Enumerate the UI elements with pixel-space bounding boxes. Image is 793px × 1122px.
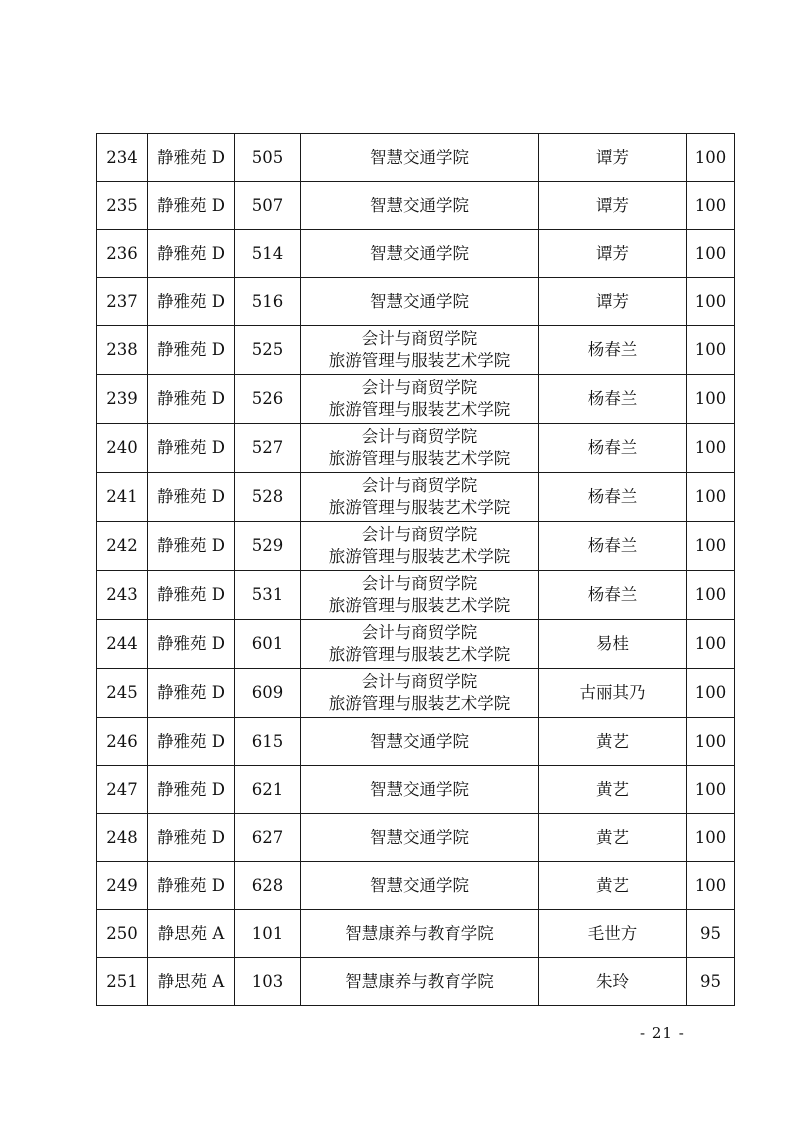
college-cell bbox=[301, 718, 539, 766]
building-cell: 静雅苑 D bbox=[148, 134, 235, 182]
responsible-person-cell: 黄艺 bbox=[539, 814, 687, 862]
table-row bbox=[97, 182, 735, 230]
college-name: 会计与商贸学院 bbox=[361, 427, 478, 446]
score-cell: 100 bbox=[687, 862, 735, 910]
college-name: 智慧交通学院 bbox=[370, 827, 469, 847]
row-number-cell: 249 bbox=[97, 862, 148, 910]
table-row bbox=[97, 375, 735, 424]
college-name: 智慧康养与教育学院 bbox=[345, 971, 494, 991]
college-name: 会计与商贸学院 bbox=[361, 476, 478, 495]
row-number-cell: 235 bbox=[97, 182, 148, 230]
college-cell bbox=[301, 958, 539, 1006]
college-name: 智慧交通学院 bbox=[370, 195, 469, 215]
table-row bbox=[97, 620, 735, 669]
score-cell: 100 bbox=[687, 571, 735, 620]
row-number-cell: 243 bbox=[97, 571, 148, 620]
score-cell: 100 bbox=[687, 375, 735, 424]
college-name: 会计与商贸学院 bbox=[361, 574, 478, 593]
room-number-cell: 505 bbox=[235, 134, 301, 182]
building-cell: 静雅苑 D bbox=[148, 862, 235, 910]
college-name: 旅游管理与服装艺术学院 bbox=[328, 400, 511, 419]
row-number-cell: 250 bbox=[97, 910, 148, 958]
room-number-cell: 601 bbox=[235, 620, 301, 669]
score-cell: 95 bbox=[687, 910, 735, 958]
row-number-cell: 242 bbox=[97, 522, 148, 571]
college-name: 会计与商贸学院 bbox=[361, 329, 478, 348]
room-number-cell: 531 bbox=[235, 571, 301, 620]
college-name: 智慧康养与教育学院 bbox=[345, 923, 494, 943]
row-number-cell: 244 bbox=[97, 620, 148, 669]
table-row bbox=[97, 326, 735, 375]
room-number-cell: 528 bbox=[235, 473, 301, 522]
room-number-cell: 609 bbox=[235, 669, 301, 718]
building-cell: 静雅苑 D bbox=[148, 669, 235, 718]
building-cell: 静雅苑 D bbox=[148, 766, 235, 814]
responsible-person-cell: 杨春兰 bbox=[539, 326, 687, 375]
responsible-person-cell: 杨春兰 bbox=[539, 424, 687, 473]
row-number-cell: 247 bbox=[97, 766, 148, 814]
row-number-cell: 234 bbox=[97, 134, 148, 182]
college-cell bbox=[301, 134, 539, 182]
score-cell: 100 bbox=[687, 766, 735, 814]
responsible-person-cell: 黄艺 bbox=[539, 766, 687, 814]
building-cell: 静思苑 A bbox=[148, 910, 235, 958]
building-cell: 静雅苑 D bbox=[148, 375, 235, 424]
college-cell bbox=[301, 230, 539, 278]
score-cell: 100 bbox=[687, 620, 735, 669]
table-row bbox=[97, 278, 735, 326]
college-cell bbox=[301, 375, 539, 424]
table-row bbox=[97, 958, 735, 1006]
college-cell bbox=[301, 522, 539, 571]
table-row bbox=[97, 134, 735, 182]
room-number-cell: 516 bbox=[235, 278, 301, 326]
responsible-person-cell: 谭芳 bbox=[539, 278, 687, 326]
room-number-cell: 621 bbox=[235, 766, 301, 814]
row-number-cell: 245 bbox=[97, 669, 148, 718]
table-row bbox=[97, 669, 735, 718]
college-name: 智慧交通学院 bbox=[370, 147, 469, 167]
responsible-person-cell: 黄艺 bbox=[539, 862, 687, 910]
page-number: - 21 - bbox=[640, 1024, 685, 1042]
responsible-person-cell: 谭芳 bbox=[539, 182, 687, 230]
inspection-score-table bbox=[96, 133, 735, 1006]
score-cell: 100 bbox=[687, 473, 735, 522]
row-number-cell: 237 bbox=[97, 278, 148, 326]
score-cell: 100 bbox=[687, 424, 735, 473]
table-row bbox=[97, 766, 735, 814]
college-cell bbox=[301, 910, 539, 958]
table-row bbox=[97, 814, 735, 862]
responsible-person-cell: 古丽其乃 bbox=[539, 669, 687, 718]
score-cell: 100 bbox=[687, 182, 735, 230]
building-cell: 静雅苑 D bbox=[148, 230, 235, 278]
college-cell bbox=[301, 424, 539, 473]
college-cell bbox=[301, 278, 539, 326]
table-row bbox=[97, 571, 735, 620]
row-number-cell: 238 bbox=[97, 326, 148, 375]
row-number-cell: 240 bbox=[97, 424, 148, 473]
room-number-cell: 525 bbox=[235, 326, 301, 375]
score-cell: 100 bbox=[687, 718, 735, 766]
college-name: 旅游管理与服装艺术学院 bbox=[328, 498, 511, 517]
building-cell: 静雅苑 D bbox=[148, 182, 235, 230]
college-name: 智慧交通学院 bbox=[370, 291, 469, 311]
building-cell: 静雅苑 D bbox=[148, 278, 235, 326]
score-cell: 100 bbox=[687, 278, 735, 326]
building-cell: 静雅苑 D bbox=[148, 814, 235, 862]
college-name: 会计与商贸学院 bbox=[361, 525, 478, 544]
college-name: 会计与商贸学院 bbox=[361, 672, 478, 691]
college-name: 智慧交通学院 bbox=[370, 731, 469, 751]
responsible-person-cell: 杨春兰 bbox=[539, 522, 687, 571]
room-number-cell: 529 bbox=[235, 522, 301, 571]
room-number-cell: 507 bbox=[235, 182, 301, 230]
building-cell: 静雅苑 D bbox=[148, 718, 235, 766]
responsible-person-cell: 谭芳 bbox=[539, 230, 687, 278]
table-row bbox=[97, 522, 735, 571]
college-cell bbox=[301, 473, 539, 522]
building-cell: 静雅苑 D bbox=[148, 571, 235, 620]
college-name: 旅游管理与服装艺术学院 bbox=[328, 596, 511, 615]
row-number-cell: 241 bbox=[97, 473, 148, 522]
responsible-person-cell: 谭芳 bbox=[539, 134, 687, 182]
row-number-cell: 251 bbox=[97, 958, 148, 1006]
college-name: 旅游管理与服装艺术学院 bbox=[328, 547, 511, 566]
college-name: 智慧交通学院 bbox=[370, 875, 469, 895]
building-cell: 静雅苑 D bbox=[148, 424, 235, 473]
responsible-person-cell: 杨春兰 bbox=[539, 473, 687, 522]
college-name: 会计与商贸学院 bbox=[361, 623, 478, 642]
room-number-cell: 101 bbox=[235, 910, 301, 958]
building-cell: 静雅苑 D bbox=[148, 522, 235, 571]
college-cell bbox=[301, 182, 539, 230]
score-cell: 95 bbox=[687, 958, 735, 1006]
college-name: 旅游管理与服装艺术学院 bbox=[328, 351, 511, 370]
row-number-cell: 248 bbox=[97, 814, 148, 862]
room-number-cell: 527 bbox=[235, 424, 301, 473]
college-name: 旅游管理与服装艺术学院 bbox=[328, 694, 511, 713]
room-number-cell: 514 bbox=[235, 230, 301, 278]
table-row bbox=[97, 862, 735, 910]
row-number-cell: 236 bbox=[97, 230, 148, 278]
row-number-cell: 239 bbox=[97, 375, 148, 424]
score-cell: 100 bbox=[687, 522, 735, 571]
room-number-cell: 526 bbox=[235, 375, 301, 424]
college-name: 旅游管理与服装艺术学院 bbox=[328, 449, 511, 468]
college-name: 会计与商贸学院 bbox=[361, 378, 478, 397]
table-body bbox=[97, 134, 735, 1006]
row-number-cell: 246 bbox=[97, 718, 148, 766]
college-name: 智慧交通学院 bbox=[370, 243, 469, 263]
table-row bbox=[97, 910, 735, 958]
room-number-cell: 627 bbox=[235, 814, 301, 862]
table-row bbox=[97, 424, 735, 473]
responsible-person-cell: 毛世方 bbox=[539, 910, 687, 958]
college-cell bbox=[301, 620, 539, 669]
building-cell: 静雅苑 D bbox=[148, 620, 235, 669]
responsible-person-cell: 杨春兰 bbox=[539, 375, 687, 424]
table-row bbox=[97, 718, 735, 766]
score-cell: 100 bbox=[687, 669, 735, 718]
college-cell bbox=[301, 814, 539, 862]
college-cell bbox=[301, 766, 539, 814]
responsible-person-cell: 易桂 bbox=[539, 620, 687, 669]
college-name: 智慧交通学院 bbox=[370, 779, 469, 799]
table-row bbox=[97, 473, 735, 522]
building-cell: 静雅苑 D bbox=[148, 473, 235, 522]
building-cell: 静思苑 A bbox=[148, 958, 235, 1006]
college-name: 旅游管理与服装艺术学院 bbox=[328, 645, 511, 664]
college-cell bbox=[301, 669, 539, 718]
responsible-person-cell: 杨春兰 bbox=[539, 571, 687, 620]
college-cell bbox=[301, 326, 539, 375]
college-cell bbox=[301, 862, 539, 910]
responsible-person-cell: 朱玲 bbox=[539, 958, 687, 1006]
score-cell: 100 bbox=[687, 814, 735, 862]
score-cell: 100 bbox=[687, 326, 735, 375]
college-cell bbox=[301, 571, 539, 620]
room-number-cell: 628 bbox=[235, 862, 301, 910]
room-number-cell: 615 bbox=[235, 718, 301, 766]
table-row bbox=[97, 230, 735, 278]
score-cell: 100 bbox=[687, 134, 735, 182]
building-cell: 静雅苑 D bbox=[148, 326, 235, 375]
responsible-person-cell: 黄艺 bbox=[539, 718, 687, 766]
score-cell: 100 bbox=[687, 230, 735, 278]
room-number-cell: 103 bbox=[235, 958, 301, 1006]
